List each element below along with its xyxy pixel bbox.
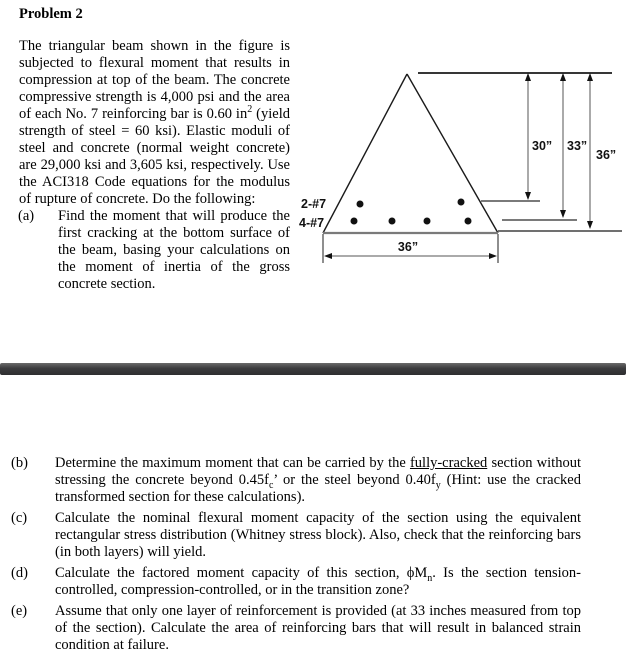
item-b-text-1: Determine the maximum moment that can be carried by the bbox=[55, 455, 410, 471]
rebar-dot bbox=[357, 201, 364, 208]
item-e-marker: (e) bbox=[11, 603, 28, 619]
triangle-right-side bbox=[407, 74, 498, 233]
page-divider bbox=[0, 363, 626, 375]
list-item-d bbox=[11, 565, 581, 599]
arrowhead-up-36-icon bbox=[587, 73, 593, 81]
rebar-dot bbox=[389, 218, 396, 225]
rebar-dot bbox=[465, 218, 472, 225]
item-a-marker: (a) bbox=[18, 208, 35, 224]
label-dim-33: 33” bbox=[567, 139, 588, 153]
arrowhead-up-30-icon bbox=[525, 73, 531, 81]
item-b-text-3: ’ or the steel beyond 0.40f bbox=[273, 472, 436, 488]
item-d-marker: (d) bbox=[11, 565, 28, 581]
rebar-dot bbox=[424, 218, 431, 225]
triangle-left-side bbox=[323, 74, 407, 233]
subscript-c: c bbox=[268, 479, 274, 491]
item-b-underlined: fully-cracked bbox=[409, 455, 488, 471]
arrowhead-down-36-icon bbox=[587, 221, 593, 229]
label-dim-30: 30” bbox=[532, 139, 553, 153]
arrowhead-right-base-icon bbox=[489, 253, 497, 259]
question-list bbox=[11, 455, 581, 658]
list-item-c bbox=[11, 510, 581, 561]
arrowhead-up-33-icon bbox=[560, 73, 566, 81]
label-base-width: 36” bbox=[397, 240, 419, 254]
rebar-dot bbox=[458, 199, 465, 206]
item-a-text: Find the moment that will produce the first cracking at the bottom surface of the beam, basing your calculations on the moment of inertia of the gross concrete section. bbox=[58, 208, 290, 292]
item-d-text-2: . Is the section tension-controlled, compression-controlled, or in the transition zone? bbox=[55, 565, 581, 598]
list-item-b bbox=[11, 455, 581, 506]
item-e-text: Assume that only one layer of reinforcement is provided (at 33 inches measured from top of the section). Calculate the area of reinforcing bars that will result in balanced strain condition at failure. bbox=[55, 603, 581, 653]
list-item-e bbox=[11, 603, 581, 654]
rebar-dot bbox=[351, 218, 358, 225]
item-b-text-4: (Hint: use the cracked transformed section for these calculations). bbox=[55, 472, 581, 505]
page-title: Problem 2 bbox=[19, 6, 83, 22]
subscript-y: y bbox=[435, 479, 441, 491]
item-c-marker: (c) bbox=[11, 510, 28, 526]
subscript-n: n bbox=[427, 572, 433, 584]
label-bottom-bars: 4-#7 bbox=[299, 216, 325, 230]
arrowhead-down-33-icon bbox=[560, 210, 566, 218]
intro-text-2: (yield strength of steel = 60 ksi). Elastic moduli of steel and concrete (normal weight concrete) are 29,000 ksi and 3,605 ksi, respectively. Use the ACI318 Code equations for the modulus of rupture of concrete. Do the following: bbox=[19, 106, 290, 207]
arrowhead-left-base-icon bbox=[324, 253, 332, 259]
beam-cross-section-figure bbox=[295, 60, 626, 275]
item-d-text-1: Calculate the factored moment capacity of this section, ϕM bbox=[55, 565, 428, 581]
intro-text-1: The triangular beam shown in the figure is subjected to flexural moment that results in compression at top of the beam. The concrete compressive strength is 4,000 psi and the area of each No. 7 reinforcing bar is 0.60 in bbox=[19, 38, 290, 122]
item-b-text-2: section without stressing the concrete beyond 0.45f bbox=[55, 455, 581, 488]
label-dim-36: 36” bbox=[596, 148, 617, 162]
item-b-marker: (b) bbox=[11, 455, 28, 471]
label-top-bars: 2-#7 bbox=[301, 197, 327, 211]
arrowhead-down-30-icon bbox=[525, 192, 531, 200]
item-c-text: Calculate the nominal flexural moment capacity of the section using the equivalent rectangular stress distribution (Whitney stress block). Also, check that the reinforcing bars (in both layers) will yield. bbox=[55, 510, 581, 560]
superscript-2: 2 bbox=[247, 104, 253, 116]
